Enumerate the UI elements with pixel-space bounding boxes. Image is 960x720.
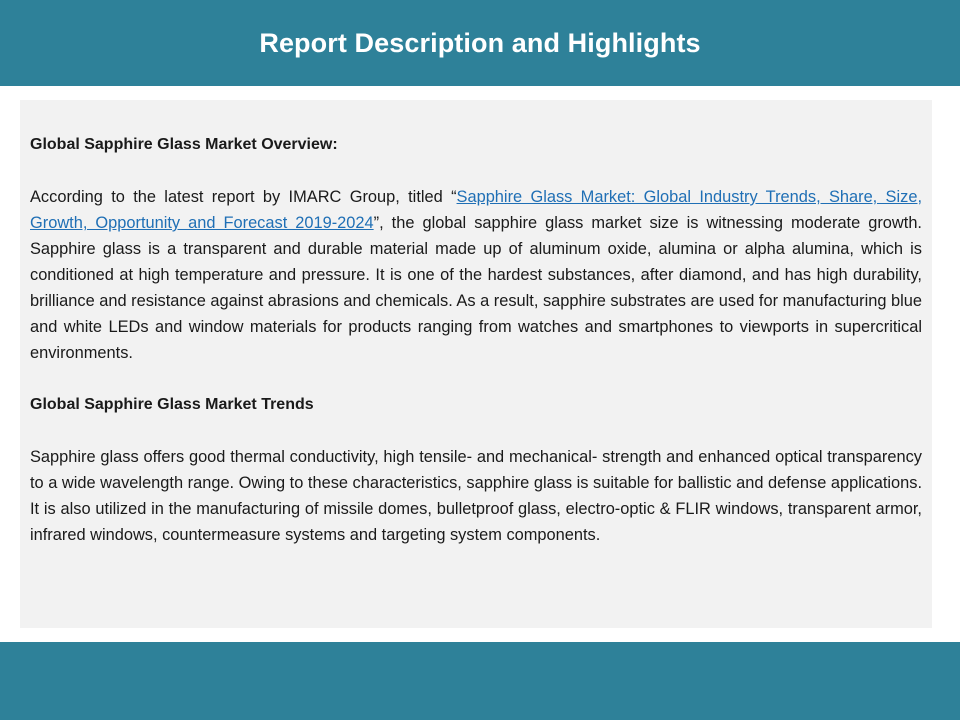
footer-banner [0, 642, 960, 720]
overview-intro: According to the latest report by IMARC Group, titled “ [30, 188, 457, 206]
spacer [30, 366, 922, 392]
content-panel [20, 100, 932, 628]
trends-heading: Global Sapphire Glass Market Trends [30, 396, 314, 413]
report-title-link[interactable]: Sapphire Glass Market: Global Industry Trends, Share, Size, Growth, Opportunity and Forecast 2019-2024 [30, 188, 922, 232]
spacer [30, 158, 922, 184]
overview-paragraph [30, 184, 922, 366]
overview-heading: Global Sapphire Glass Market Overview: [30, 136, 338, 153]
spacer [30, 418, 922, 444]
trends-paragraph: Sapphire glass offers good thermal conductivity, high tensile- and mechanical- strength and enhanced optical transparency to a wide wavelength range. Owing to these characteristics, sapphire glass is suitable for ballistic and defense applications. It is also utilized in the manufacturing of missile domes, bulletproof glass, electro-optic & FLIR windows, transparent armor, infrared windows, countermeasure systems and targeting system components. [30, 448, 922, 544]
header-banner [0, 0, 960, 86]
page-title: Report Description and Highlights [259, 27, 701, 58]
overview-body: ”, the global sapphire glass market size is witnessing moderate growth. Sapphire glass is a transparent and durable material made up of aluminum oxide, alumina or alpha alumina, which is conditioned at high temperature and pressure. It is one of the hardest substances, after diamond, and has high durability, brilliance and resistance against abrasions and chemicals. As a result, sapphire substrates are used for manufacturing blue and white LEDs and window materials for products ranging from watches and smartphones to viewports in supercritical environments. [30, 214, 922, 362]
